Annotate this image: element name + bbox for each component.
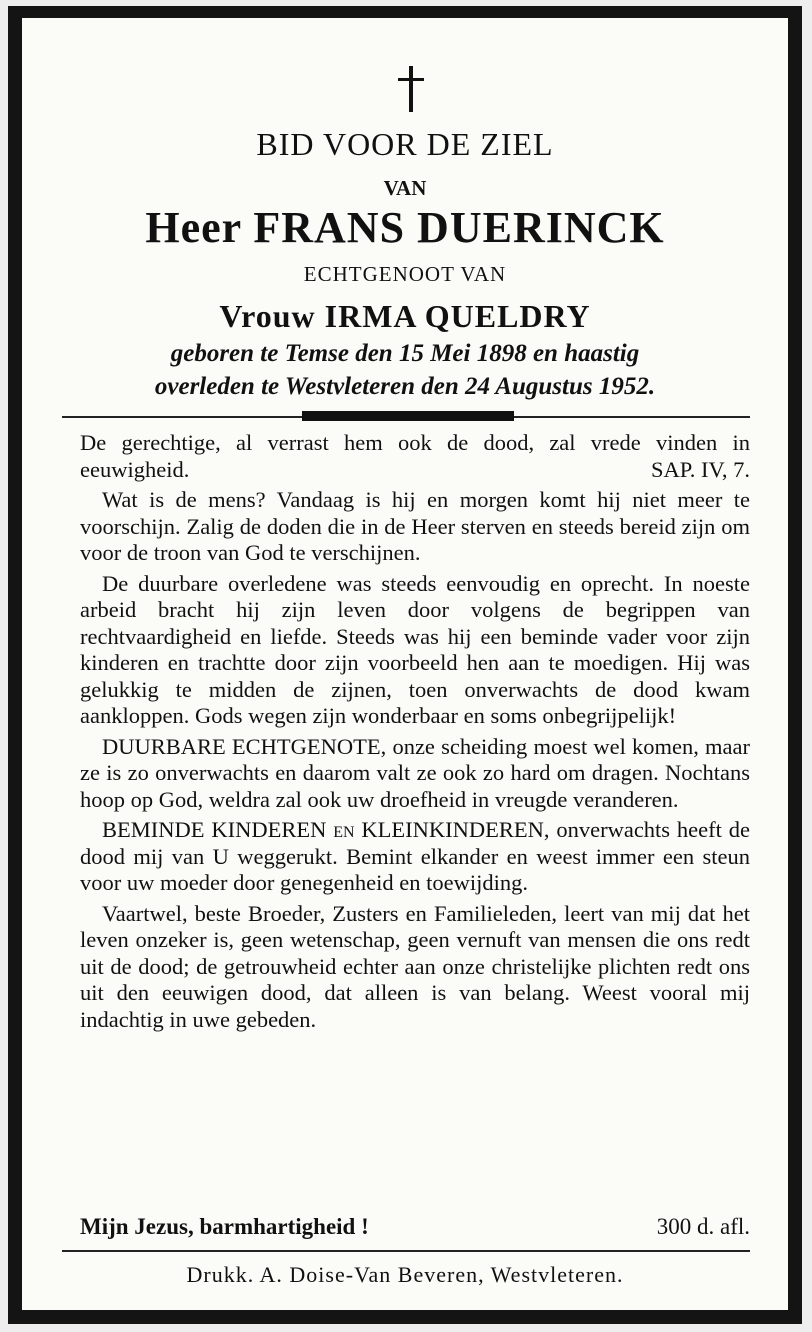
card-paper (22, 18, 788, 1310)
paragraph (80, 571, 750, 730)
birth-line: geboren te Temse den 15 Mei 1898 en haastig (170, 340, 640, 367)
paragraph-text: De gerechtige, al verrast hem ook de dood, zal vrede vinden in eeuwigheid. (80, 430, 750, 482)
divider-bar (302, 411, 514, 421)
deceased-name: Heer FRANS DUERINCK (145, 203, 665, 252)
paragraph-text: onverwachts heeft de dood mij van U weggerukt. Bemint elkander en weest immer een steun voor uw moeder door genegenheid en toewijding. (80, 817, 750, 895)
scripture-source: SAP. IV, 7. (651, 456, 750, 482)
paragraph-text: Wat is de mens? Vandaag is hij en morgen komt hij niet meer te voorschijn. Zalig de doden die in de Heer sterven en steeds bereid zijn om voor de troon van God te verschijnen. (80, 487, 750, 565)
paragraph (80, 817, 750, 897)
memorial-card (8, 6, 802, 1324)
paragraph (80, 487, 750, 567)
paragraph-text: De duurbare overledene was steeds eenvoudig en oprecht. In noeste arbeid bracht hij zijn leven door volgens de begrippen van rechtvaardigheid en liefde. Steeds was hij een beminde vader voor zijn kinderen en trachtte door zijn voorbeeld hen aan te moedigen. Hij was gelukkig te midden de zijnen, toen onverwachts de dood kwam aankloppen. Gods wegen zijn wonderbaar en soms onbegrijpelijk! (80, 570, 750, 728)
header-van: VAN (383, 176, 427, 200)
header-title: BID VOOR DE ZIEL (256, 126, 554, 162)
bottom-rule (62, 1250, 750, 1252)
death-line: overleden te Westvleteren den 24 Augustus 1952. (154, 373, 656, 400)
address-lead: BEMINDE KINDEREN en KLEINKINDEREN, (102, 817, 550, 842)
cross-icon (396, 66, 426, 112)
closing-prayer: Mijn Jezus, barmhartigheid ! (80, 1214, 369, 1239)
paragraph-text: onze scheiding moest wel komen, maar ze is zo onverwachts en daarom valt ze ook zo hard om dragen. Nochtans hoop op God, weldra zal ook uw droefheid in vreugde veranderen. (80, 733, 750, 812)
paragraph-text: Vaartwel, beste Broeder, Zusters en Familieleden, leert van mij dat het leven onzeker is, geen wetenschap, geen vernuft van mensen die ons redt uit de dood; de getrouwheid echter aan onze christelijke plichten redt ons uit den eeuwigen dood, dat alleen is van belang. Weest vooral mij indachtig in uwe gebeden. (80, 900, 750, 1032)
indulgence: 300 d. afl. (656, 1214, 750, 1239)
spouse-label: ECHTGENOOT VAN (303, 262, 507, 286)
paragraph (80, 430, 750, 483)
printer-imprint: Drukk. A. Doise-Van Beveren, Westvleteren. (186, 1262, 624, 1287)
spouse-name: Vrouw IRMA QUELDRY (219, 298, 591, 334)
paragraph (80, 734, 750, 814)
paragraph (80, 901, 750, 1034)
address-lead: DUURBARE ECHTGENOTE, (102, 733, 387, 759)
memorial-text (80, 430, 750, 1037)
